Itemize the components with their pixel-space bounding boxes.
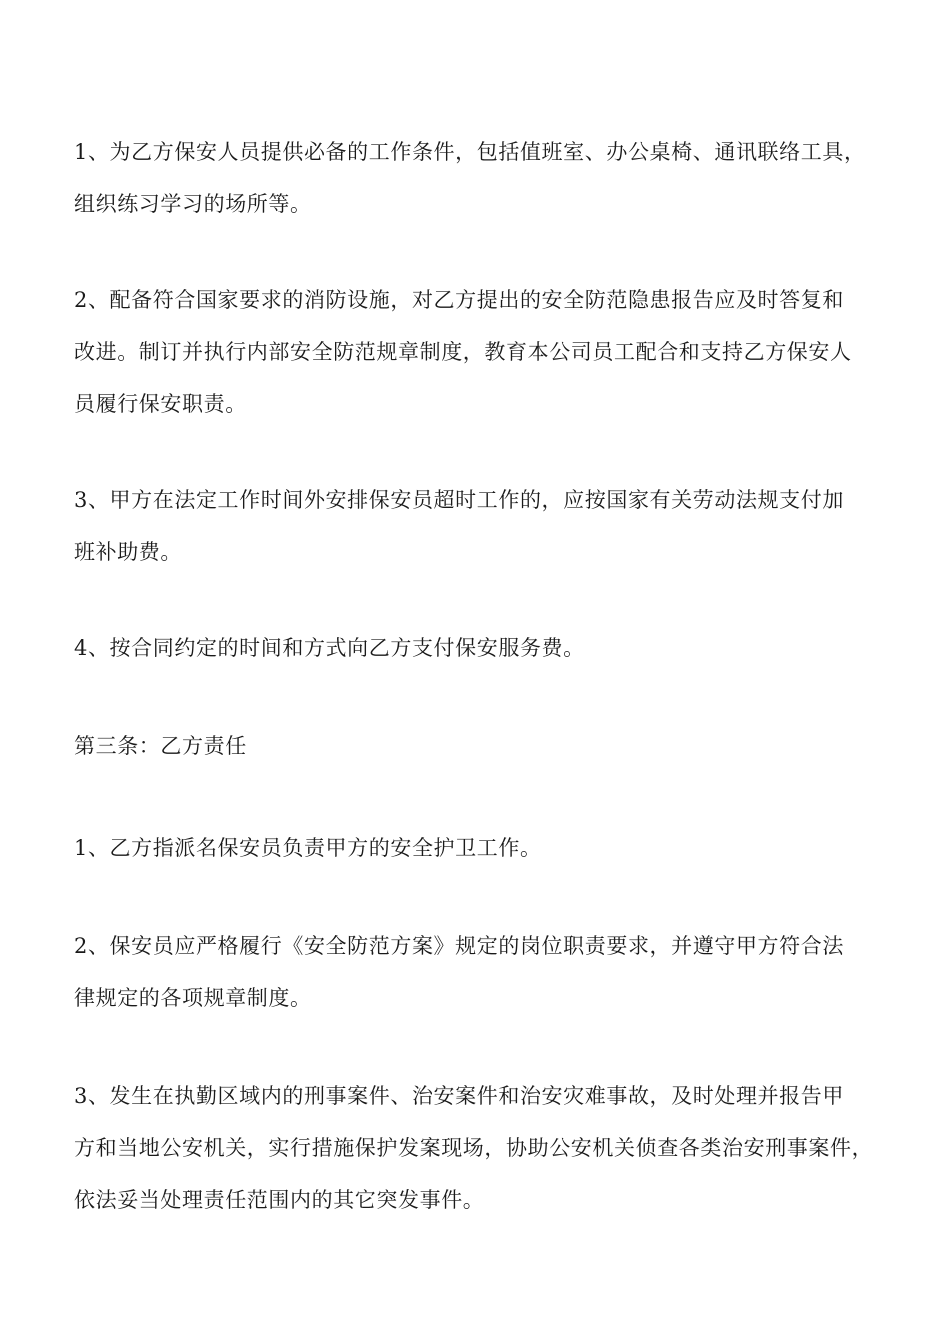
text-line: 3、甲方在法定工作时间外安排保安员超时工作的，应按国家有关劳动法规支付加 [74, 488, 844, 512]
text-line: 改进。制订并执行内部安全防范规章制度，教育本公司员工配合和支持乙方保安人 [74, 340, 852, 364]
text-line: 1、为乙方保安人员提供必备的工作条件，包括值班室、办公桌椅、通讯联络工具， [74, 140, 866, 164]
text-line: 方和当地公安机关，实行措施保护发案现场，协助公安机关侦查各类治安刑事案件， [74, 1136, 874, 1160]
paragraph-party-a-item-2 [74, 274, 894, 430]
text-line: 组织练习学习的场所等。 [74, 192, 312, 216]
text-line: 1、乙方指派名保安员负责甲方的安全护卫工作。 [74, 836, 542, 860]
text-line: 2、配备符合国家要求的消防设施，对乙方提出的安全防范隐患报告应及时答复和 [74, 288, 844, 312]
text-line: 3、发生在执勤区域内的刑事案件、治安案件和治安灾难事故，及时处理并报告甲 [74, 1084, 844, 1108]
paragraph-party-b-item-1 [74, 822, 894, 874]
section-heading: 第三条：乙方责任 [74, 734, 247, 758]
paragraph-party-b-item-3 [74, 1070, 894, 1226]
section-heading-article-3 [74, 720, 894, 772]
text-line: 4、按合同约定的时间和方式向乙方支付保安服务费。 [74, 636, 585, 660]
text-line: 依法妥当处理责任范围内的其它突发事件。 [74, 1188, 485, 1212]
text-line: 2、保安员应严格履行《安全防范方案》规定的岗位职责要求，并遵守甲方符合法 [74, 934, 844, 958]
text-line: 律规定的各项规章制度。 [74, 986, 312, 1010]
paragraph-party-a-item-1 [74, 126, 894, 230]
paragraph-party-a-item-3 [74, 474, 894, 578]
paragraph-party-b-item-2 [74, 920, 894, 1024]
text-line: 班补助费。 [74, 540, 182, 564]
text-line: 员履行保安职责。 [74, 392, 247, 416]
paragraph-party-a-item-4 [74, 622, 894, 674]
